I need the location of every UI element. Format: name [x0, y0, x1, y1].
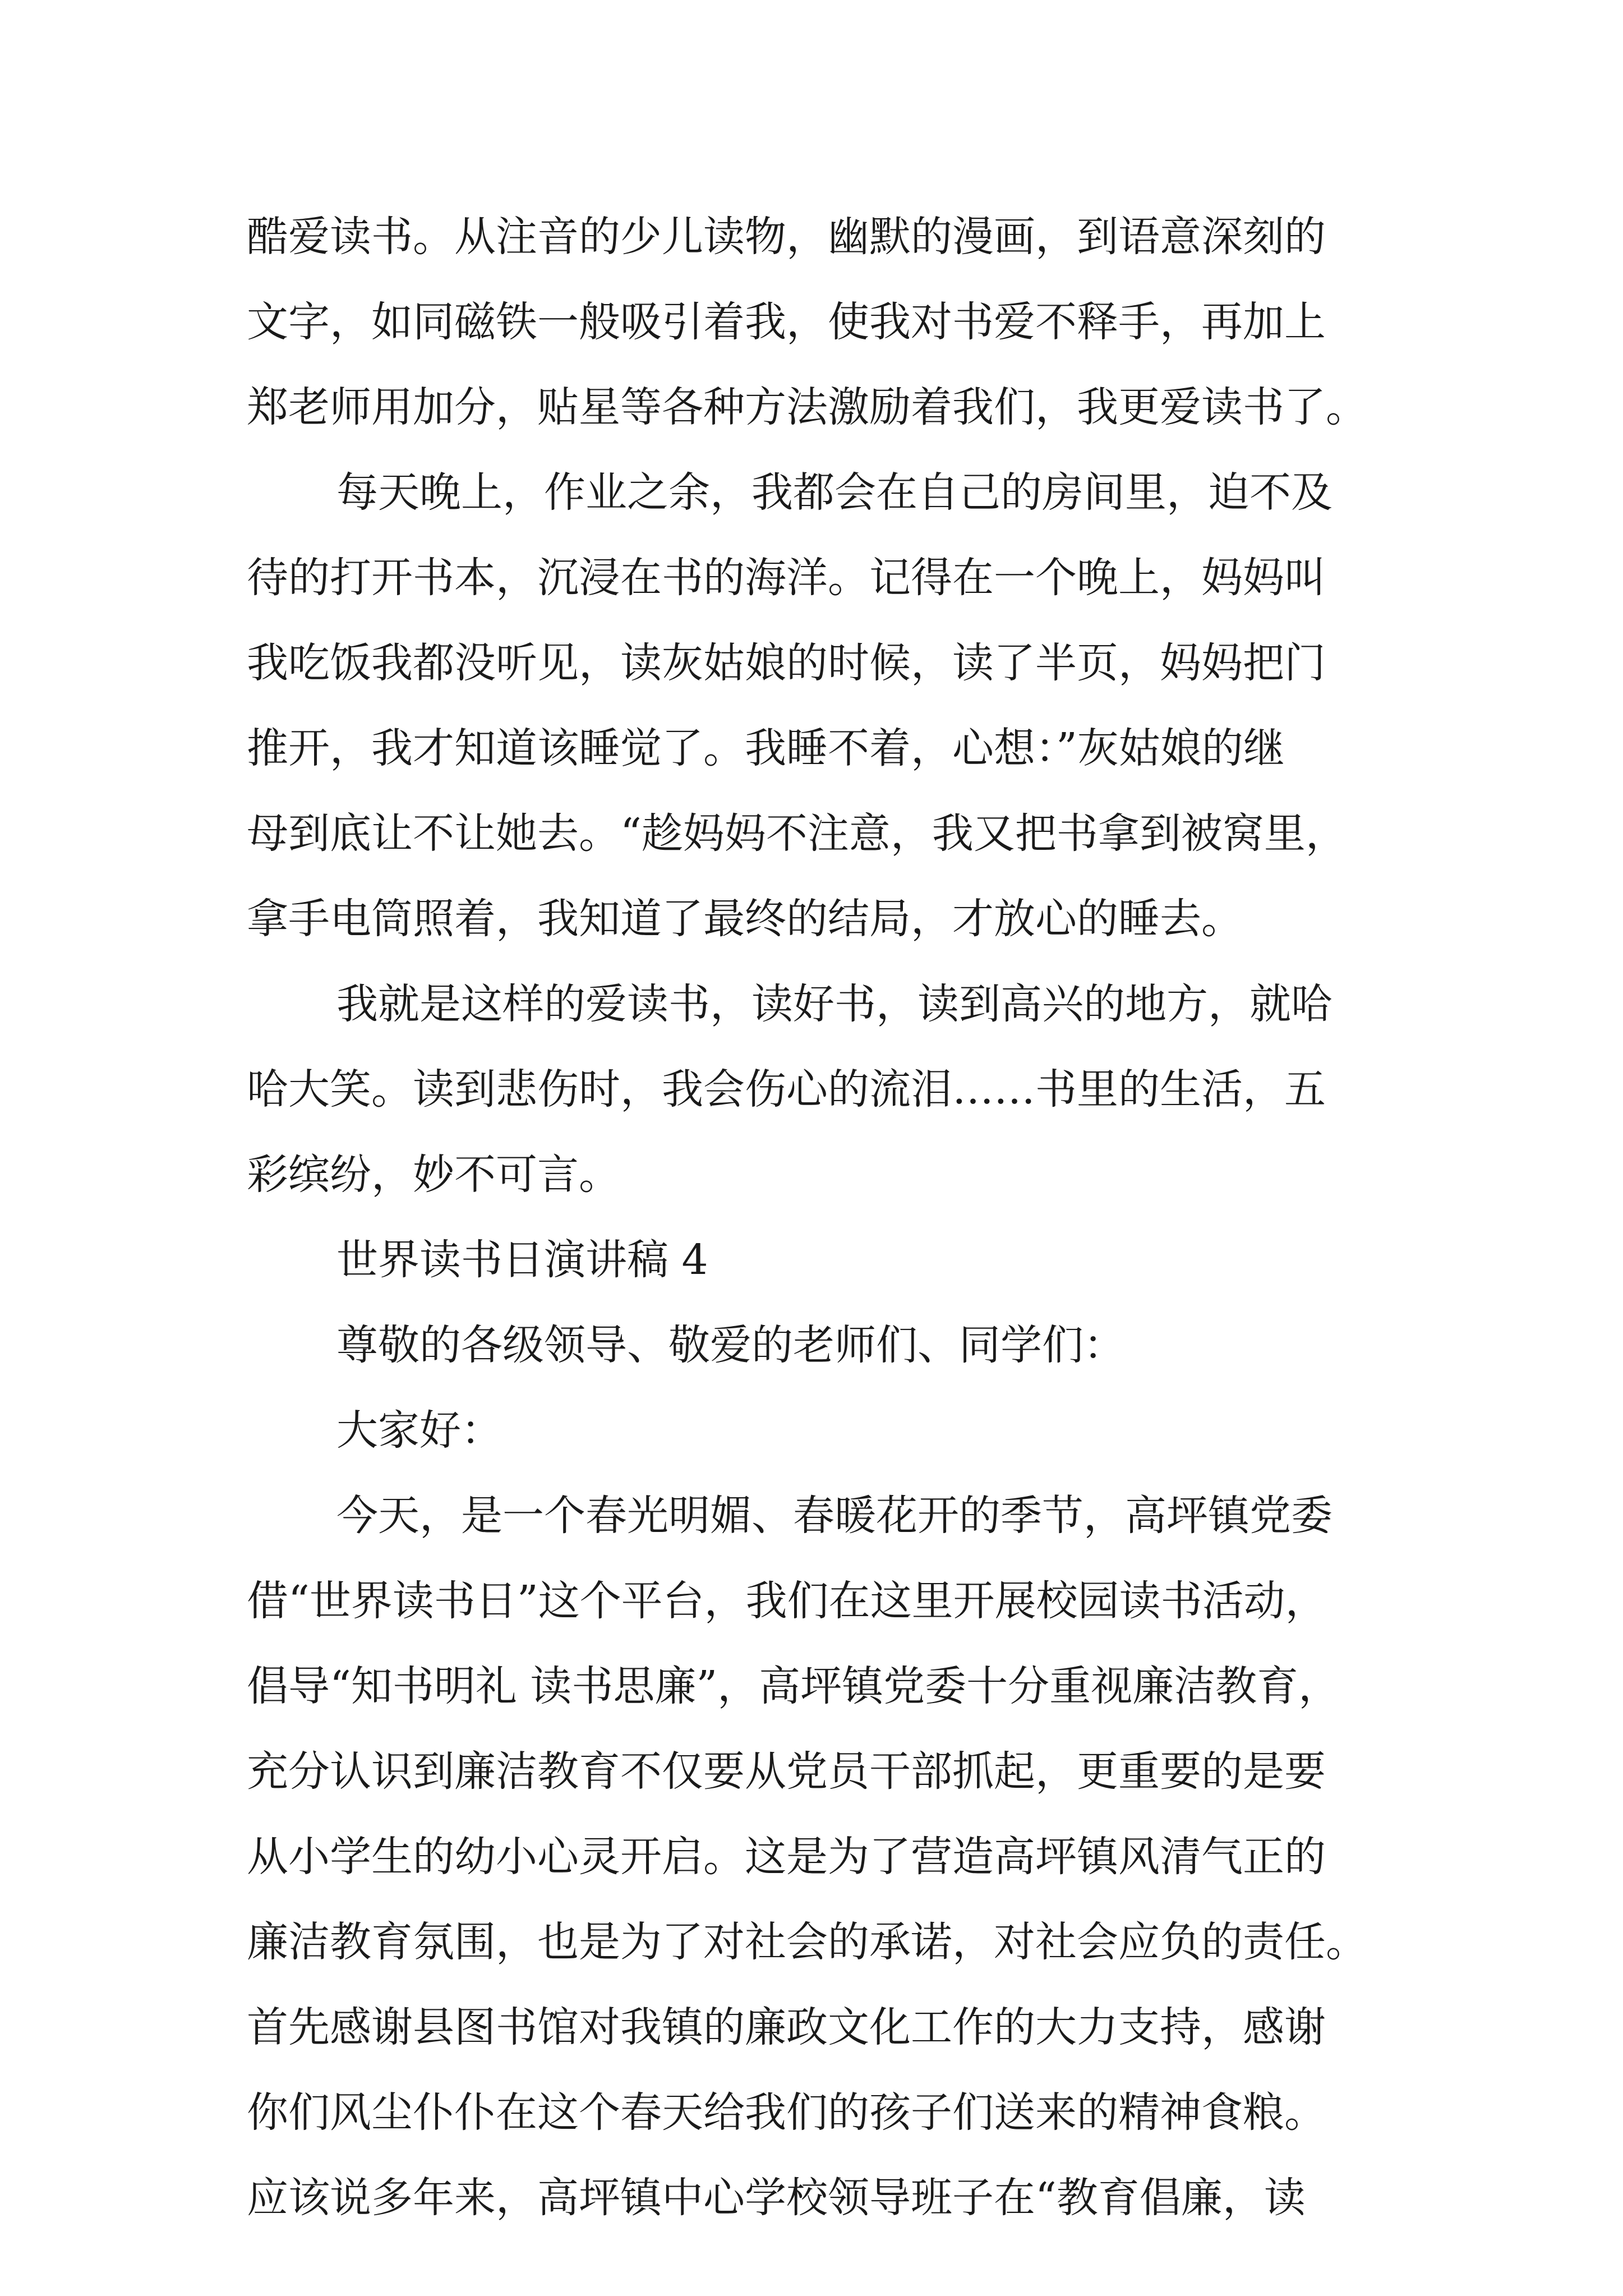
text-line-8: 母到底让不让她去。“趁妈妈不注意，我又把书拿到被窝里， — [247, 809, 1347, 858]
text-line-6: 我吃饭我都没听见，读灰姑娘的时候，读了半页，妈妈把门 — [247, 639, 1326, 687]
text-line-5: 待的打开书本，沉浸在书的海洋。记得在一个晚上，妈妈叫 — [247, 554, 1326, 602]
text-line-18: 倡导“知书明礼 读书思廉”，高坪镇党委十分重视廉洁教育， — [247, 1662, 1340, 1710]
text-line-11: 哈大笑。读到悲伤时，我会伤心的流泪……书里的生活，五 — [247, 1065, 1326, 1114]
text-line-22: 首先感谢县图书馆对我镇的廉政文化工作的大力支持，感谢 — [247, 2003, 1326, 2051]
text-line-12: 彩缤纷，妙不可言。 — [247, 1151, 620, 1199]
text-line-2: 文字，如同磁铁一般吸引着我，使我对书爱不释手，再加上 — [247, 298, 1326, 346]
text-line-3: 郑老师用加分，贴星等各种方法激励着我们，我更爱读书了。 — [247, 383, 1367, 431]
text-line-15: 大家好： — [336, 1406, 502, 1455]
text-line-1: 酷爱读书。从注音的少儿读物，幽默的漫画，到语意深刻的 — [247, 213, 1326, 261]
text-line-21: 廉洁教育氛围，也是为了对社会的承诺，对社会应负的责任。 — [247, 1918, 1367, 1966]
text-line-23: 你们风尘仆仆在这个春天给我们的孩子们送来的精神食粮。 — [247, 2088, 1326, 2137]
text-line-24: 应该说多年来，高坪镇中心学校领导班子在“教育倡廉，读 — [247, 2174, 1306, 2222]
text-line-14: 尊敬的各级领导、敬爱的老师们、同学们： — [336, 1321, 1125, 1369]
text-line-19: 充分认识到廉洁教育不仅要从党员干部抓起，更重要的是要 — [247, 1747, 1326, 1796]
text-line-7: 推开，我才知道该睡觉了。我睡不着，心想：”灰姑娘的继 — [247, 724, 1285, 772]
text-line-17: 借“世界读书日”这个平台，我们在这里开展校园读书活动， — [247, 1577, 1327, 1625]
section-heading: 世界读书日演讲稿 4 — [336, 1236, 708, 1284]
text-line-20: 从小学生的幼小心灵开启。这是为了营造高坪镇风清气正的 — [247, 1833, 1326, 1881]
text-line-10: 我就是这样的爱读书，读好书，读到高兴的地方，就哈 — [336, 980, 1332, 1028]
text-line-16: 今天，是一个春光明媚、春暖花开的季节，高坪镇党委 — [336, 1492, 1332, 1540]
text-line-9: 拿手电筒照着，我知道了最终的结局，才放心的睡去。 — [247, 895, 1243, 943]
text-line-4: 每天晚上，作业之余，我都会在自己的房间里，迫不及 — [336, 468, 1332, 517]
